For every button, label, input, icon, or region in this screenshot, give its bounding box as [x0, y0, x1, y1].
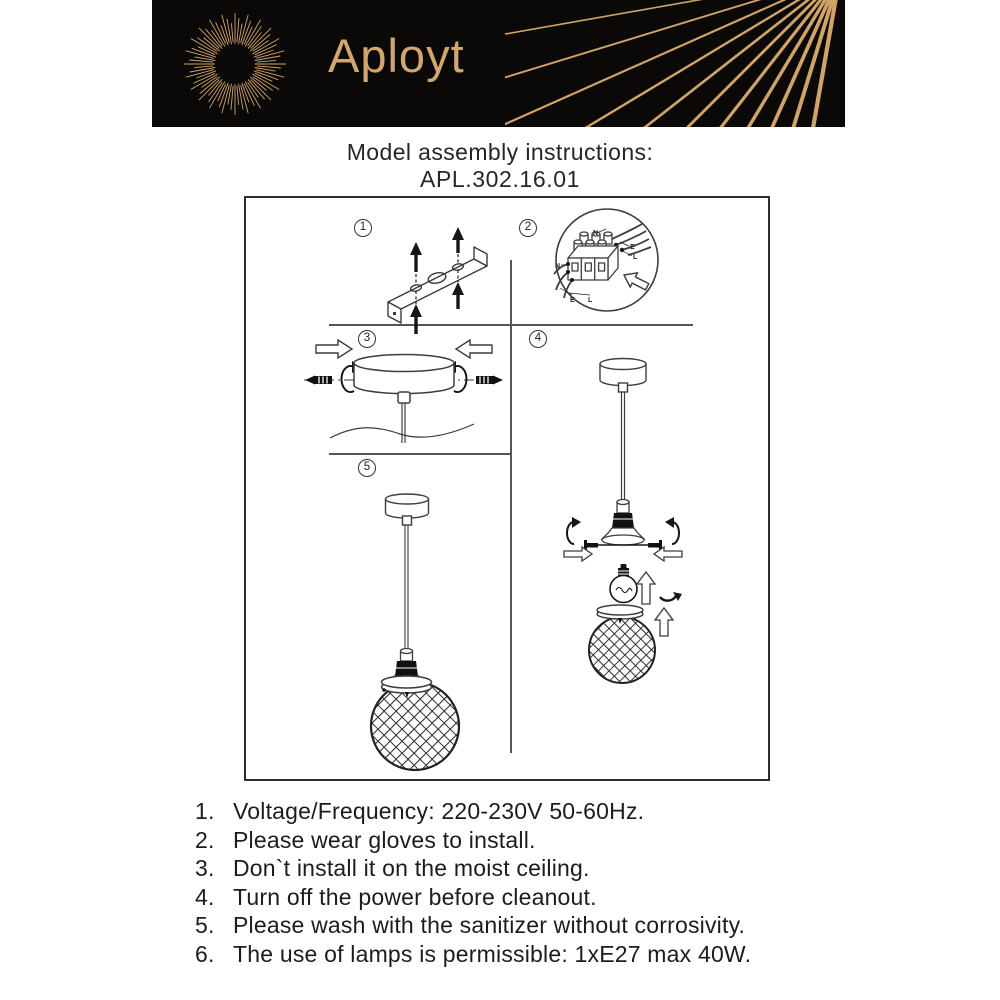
instruction-number: 2.: [195, 826, 215, 853]
up-arrow-icon: [655, 608, 673, 636]
step-3-badge: 3: [358, 330, 376, 348]
twist-arrow-icon: [660, 596, 676, 601]
step-1-badge: 1: [354, 219, 372, 237]
instruction-number: 5.: [195, 912, 215, 939]
instruction-number: 6.: [195, 940, 215, 967]
step-4-badge: 4: [529, 330, 547, 348]
brand-name: Aployt: [328, 29, 465, 82]
instruction-number: 4.: [195, 883, 215, 910]
wire-label-l: L: [633, 254, 638, 261]
instruction-item: [195, 883, 855, 912]
step2-wiring-detail-illustration: [546, 202, 662, 318]
instruction-number: 1.: [195, 798, 215, 824]
model-number: APL.302.16.01: [420, 166, 580, 192]
wire-label-n: N: [554, 263, 560, 270]
decorative-rays-icon: [505, 0, 845, 127]
step-2-badge: 2: [519, 219, 537, 237]
push-arrows: [564, 547, 682, 561]
step4-socket-bulb-shade-illustration: [556, 352, 696, 704]
page-title: Model assembly instructions:: [346, 139, 654, 165]
step5-complete-pendant-illustration: [348, 482, 484, 774]
wire-label-e: E: [570, 297, 575, 304]
light-bulb-icon: [610, 564, 637, 603]
instruction-text: Voltage/Frequency: 220-230V 50-60Hz.: [233, 798, 645, 824]
wire-label-l: L: [588, 297, 593, 304]
mesh-globe: [589, 617, 655, 683]
brand-banner: [152, 0, 845, 127]
step1-mounting-bracket-illustration: [374, 224, 509, 339]
instruction-item: [195, 826, 855, 855]
up-arrow-icon: [637, 572, 655, 604]
instruction-text: The use of lamps is permissible: 1xE27 max 40W.: [233, 940, 752, 967]
instruction-number: 3.: [195, 855, 215, 882]
divider: [510, 260, 512, 753]
mesh-globe: [371, 682, 459, 770]
wire-label-e: E: [630, 244, 635, 251]
starburst-logo-icon: [174, 1, 296, 127]
assembly-diagram-box: [244, 196, 770, 781]
step3-canopy-mounting-illustration: [302, 336, 506, 458]
instruction-item: [195, 797, 855, 826]
instruction-item: [195, 940, 855, 969]
instruction-text: Turn off the power before cleanout.: [233, 883, 597, 910]
instruction-text: Don`t install it on the moist ceiling.: [233, 855, 590, 882]
instruction-text: Please wear gloves to install.: [233, 826, 536, 853]
wire-label-n: N: [592, 230, 598, 237]
instruction-list: [195, 797, 855, 969]
instruction-item: [195, 911, 855, 940]
instruction-text: Please wash with the sanitizer without corrosivity.: [233, 912, 746, 939]
step-5-badge: 5: [358, 459, 376, 477]
instruction-item: [195, 854, 855, 883]
